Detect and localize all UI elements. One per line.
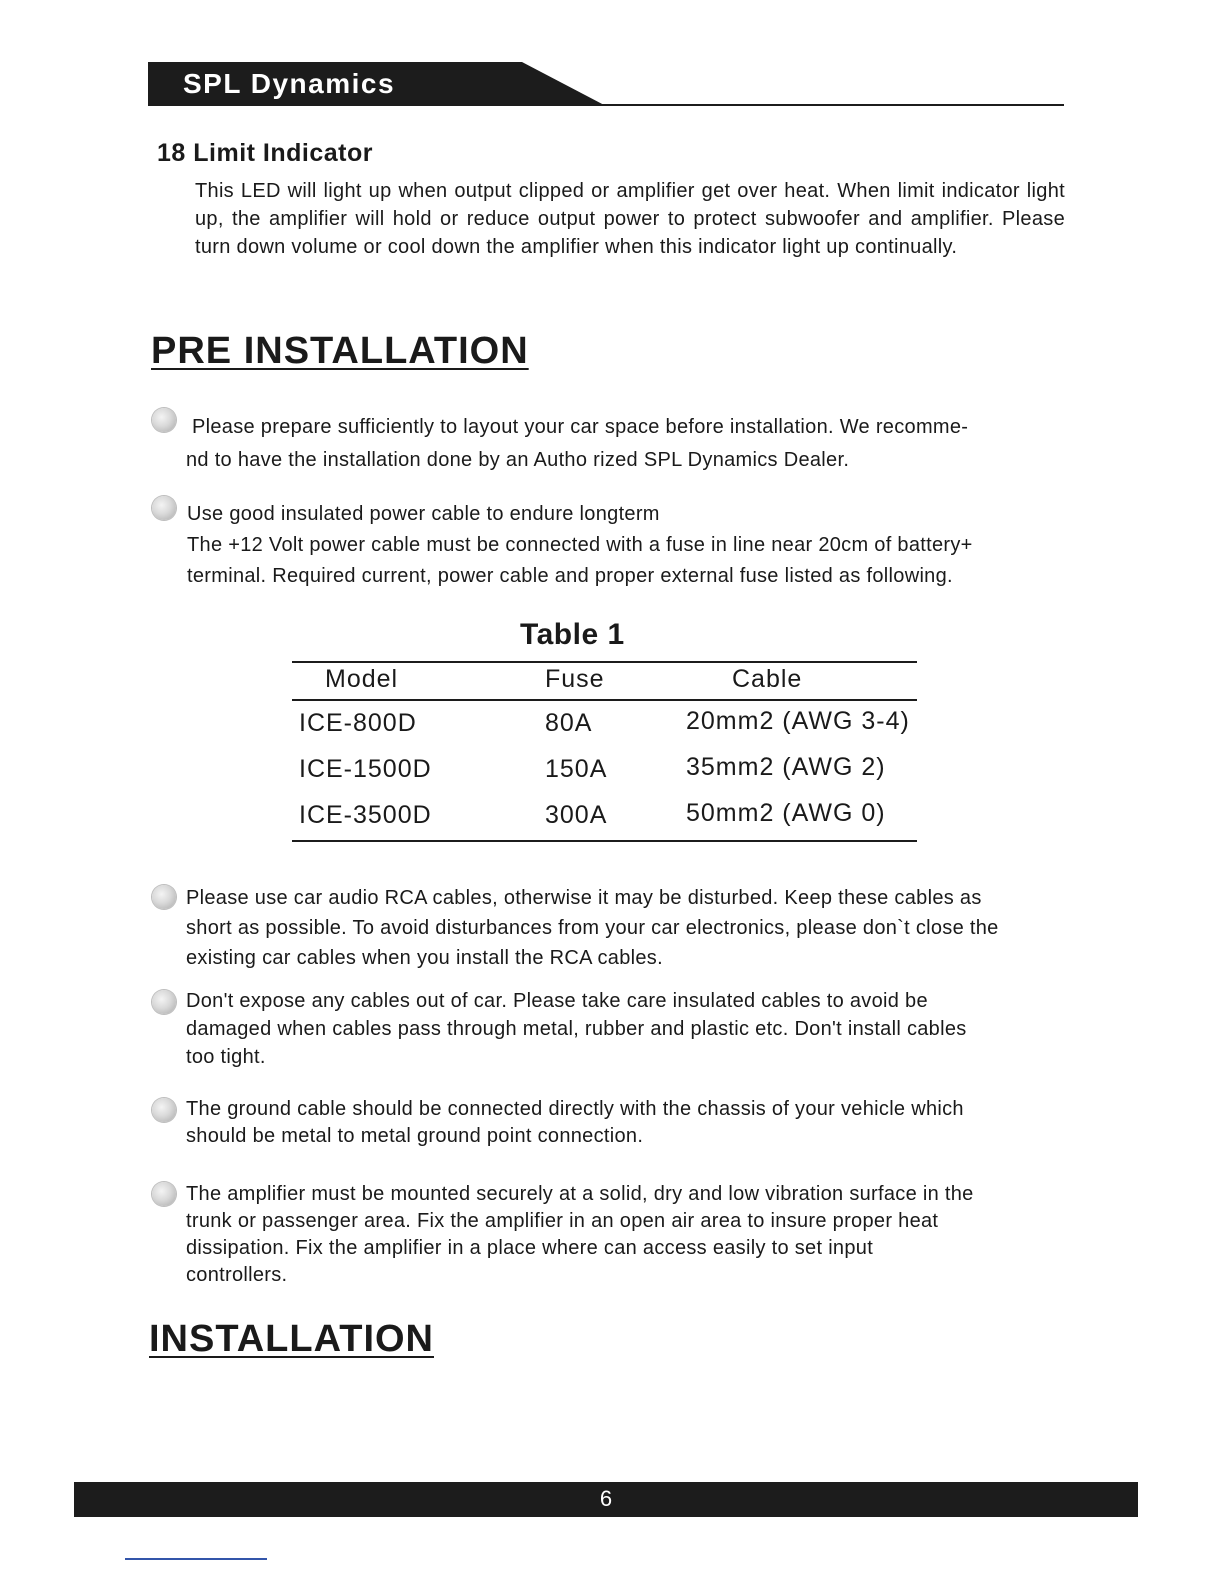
- header-rule: [600, 104, 1064, 106]
- pre-install-item-2: Use good insulated power cable to endure longterm The +12 Volt power cable must be connected with a fuse in line near 20cm of battery+ terminal. Required current, power cable and proper external fuse listed as following.: [187, 503, 973, 587]
- table-cell-model: ICE-800D: [299, 709, 417, 737]
- limit-indicator-body: This LED will light up when output clipped or amplifier get over heat. When limit indicator light up, the amplifier will hold or reduce output power to protect subwoofer and amplifier. Please turn down volume or cool down the amplifier when this indicator light up continually.: [195, 180, 1065, 258]
- pre-install-item-6: The amplifier must be mounted securely at a solid, dry and low vibration surface in the trunk or passenger area. Fix the amplifier in an open air area to insure proper heat dissipation. Fix the amplifier in a place where can access easily to set input controllers.: [186, 1183, 974, 1286]
- bullet-icon: [152, 1182, 176, 1206]
- brand-title: SPL Dynamics: [183, 68, 396, 99]
- table-header-model: Model: [325, 665, 399, 693]
- pre-install-item-3: Please use car audio RCA cables, otherwise it may be disturbed. Keep these cables as short as possible. To avoid disturbances from your car electronics, please don`t close the existing car cables when you install the RCA cables.: [186, 887, 999, 969]
- pre-install-item-1: Please prepare sufficiently to layout your car space before installation. We recomme- nd to have the installation done by an Autho rized SPL Dynamics Dealer.: [186, 416, 969, 471]
- pre-install-item-4: Don't expose any cables out of car. Please take care insulated cables to avoid be damaged when cables pass through metal, rubber and plastic etc. Don't install cables too tight.: [186, 990, 967, 1068]
- table-cell-model: ICE-3500D: [299, 801, 432, 829]
- table-top-rule: [292, 661, 917, 663]
- table-cell-model: ICE-1500D: [299, 755, 432, 783]
- pre-install-item-5: The ground cable should be connected directly with the chassis of your vehicle which should be metal to metal ground point connection.: [186, 1098, 964, 1147]
- bullet-icon: [152, 885, 176, 909]
- table-cell-fuse: 150A: [545, 755, 608, 783]
- table-cell-fuse: 300A: [545, 801, 608, 829]
- table-header-rule: [292, 699, 917, 701]
- bullet-icon: [152, 1098, 176, 1122]
- footer-bar: [74, 1482, 1138, 1517]
- bottom-link-rule: [125, 1558, 267, 1560]
- limit-indicator-heading: 18 Limit Indicator: [157, 139, 373, 167]
- bullet-icon: [152, 408, 176, 432]
- table-cell-cable: 35mm2 (AWG 2): [686, 753, 886, 781]
- bullet-icon: [152, 496, 176, 520]
- table-cell-fuse: 80A: [545, 709, 593, 737]
- pre-installation-heading: PRE INSTALLATION: [151, 330, 529, 372]
- page-number: 6: [599, 1486, 613, 1511]
- table-header-fuse: Fuse: [545, 665, 605, 693]
- table-cell-cable: 20mm2 (AWG 3-4): [686, 707, 910, 735]
- table-header-cable: Cable: [732, 665, 803, 693]
- bullet-icon: [152, 990, 176, 1014]
- table-bottom-rule: [292, 840, 917, 842]
- installation-heading: INSTALLATION: [149, 1318, 434, 1360]
- table-title: Table 1: [520, 618, 625, 651]
- table-cell-cable: 50mm2 (AWG 0): [686, 799, 886, 827]
